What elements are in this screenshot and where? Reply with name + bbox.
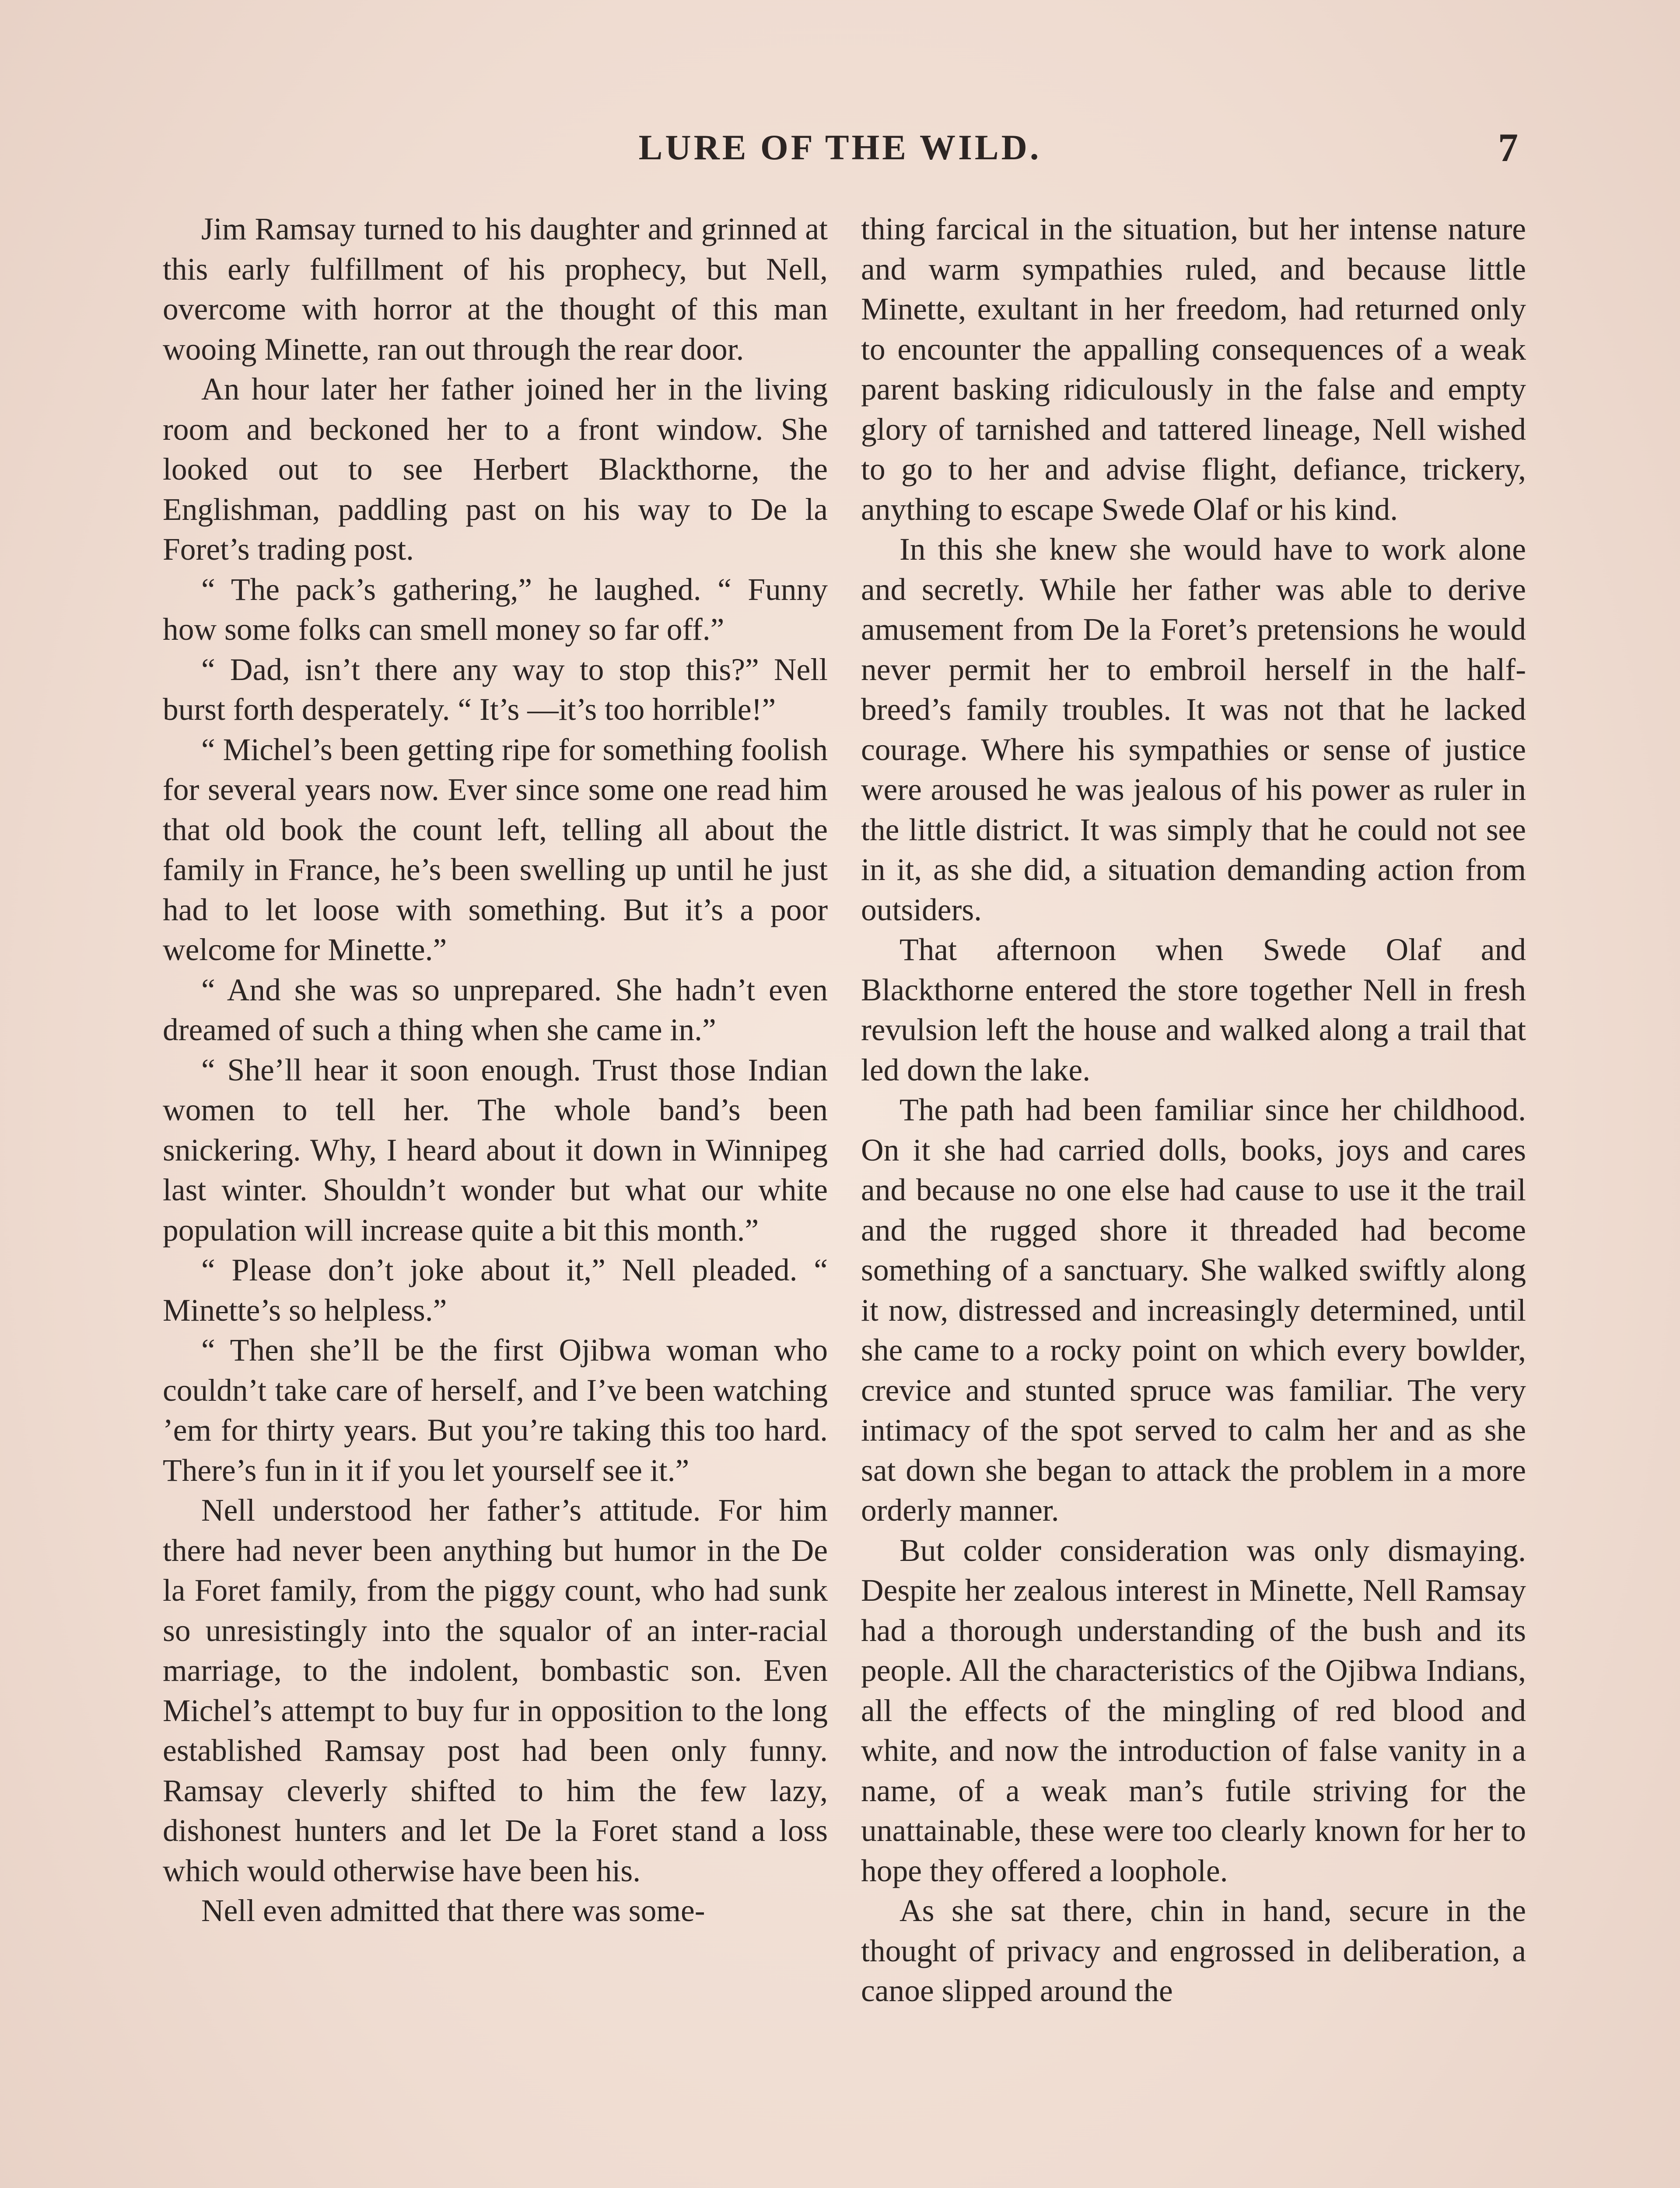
- paragraph: The path had been familiar since her childhood. On it she had carried dolls, books, joys and cares and because no one else had cause to use it the trail and the rugged shore it threaded had become something of a sanctuary. She walked swiftly along it now, distressed and increasingly determined, until she came to a rocky point on which every bowlder, crevice and stunted spruce was familiar. The very intimacy of the spot served to calm her and as she sat down she began to attack the problem in a more orderly manner.: [861, 1093, 1526, 1528]
- paragraph-continuation: thing farcical in the situation, but her intense nature and warm sympathies ruled, and because little Minette, exultant in her freedom, had returned only to encounter the appalling consequences of a weak parent basking ridiculously in the false and empty glory of tarnished and tattered lineage, Nell wished to go to her and advise flight, defiance, trickery, anything to escape Swede Olaf or his kind.: [861, 212, 1526, 527]
- paragraph: “ And she was so unprepared. She hadn’t even dreamed of such a thing when she came in.”: [163, 972, 828, 1047]
- paragraph: “ Please don’t joke about it,” Nell pleaded. “ Minette’s so helpless.”: [163, 1253, 828, 1328]
- page-header: [0, 127, 1680, 175]
- paragraph: “ Dad, isn’t there any way to stop this?” Nell burst forth desperately. “ It’s —it’s too horrible!”: [163, 652, 828, 727]
- paragraph: Jim Ramsay turned to his daughter and grinned at this early fulfillment of his prophecy, but Nell, overcome with horror at the thought of this man wooing Minette, ran out through the rear door.: [163, 212, 828, 367]
- right-column: [861, 209, 1526, 2011]
- paragraph: “ Michel’s been getting ripe for something foolish for several years now. Ever since some one read him that old book the count left, telling all about the family in France, he’s been swelling up until he just had to let loose with something. But it’s a poor welcome for Minette.”: [163, 732, 828, 967]
- paragraph: That afternoon when Swede Olaf and Blackthorne entered the store together Nell in fresh revulsion left the house and walked along a trail that led down the lake.: [861, 933, 1526, 1087]
- paragraph: “ Then she’ll be the first Ojibwa woman who couldn’t take care of herself, and I’ve been watching ’em for thirty years. But you’re taking this too hard. There’s fun in it if you let yourself see it.”: [163, 1333, 828, 1488]
- running-title: LURE OF THE WILD.: [638, 127, 1042, 167]
- paragraph: Nell even admitted that there was some-: [201, 1893, 705, 1928]
- left-column: [163, 209, 828, 1931]
- paragraph: “ The pack’s gathering,” he laughed. “ Funny how some folks can smell money so far off.”: [163, 572, 828, 647]
- page-number: 7: [1498, 125, 1518, 170]
- paragraph: But colder consideration was only dismaying. Despite her zealous interest in Minette, Nell Ramsay had a thorough understanding of the bush and its people. All the characteristics of the Ojibwa Indians, all the effects of the mingling of red blood and white, and now the introduction of false vanity in a name, of a weak man’s futile striving for the unattainable, these were too clearly known for her to hope they offered a loophole.: [861, 1533, 1526, 1888]
- paragraph: In this she knew she would have to work alone and secretly. While her father was able to derive amusement from De la Foret’s pretensions he would never permit her to embroil herself in the half-breed’s family troubles. It was not that he lacked courage. Where his sympathies or sense of justice were aroused he was jealous of his power as ruler in the little district. It was simply that he could not see in it, as she did, a situation demanding action from outsiders.: [861, 532, 1526, 927]
- paragraph: As she sat there, chin in hand, secure in the thought of privacy and engrossed in deliberation, a canoe slipped around the: [861, 1893, 1526, 2008]
- paragraph: Nell understood her father’s attitude. For him there had never been anything but humor in the De la Foret family, from the piggy count, who had sunk so unresistingly into the squalor of an inter-racial marriage, to the indolent, bombastic son. Even Michel’s attempt to buy fur in opposition to the long established Ramsay post had been only funny. Ramsay cleverly shifted to him the few lazy, dishonest hunters and let De la Foret stand a loss which would otherwise have been his.: [163, 1493, 828, 1888]
- paragraph: An hour later her father joined her in the living room and beckoned her to a front window. She looked out to see Herbert Blackthorne, the Englishman, paddling past on his way to De la Foret’s trading post.: [163, 372, 828, 567]
- paragraph: “ She’ll hear it soon enough. Trust those Indian women to tell her. The whole band’s been snickering. Why, I heard about it down in Winnipeg last winter. Shouldn’t wonder but what our white population will increase quite a bit this month.”: [163, 1052, 828, 1248]
